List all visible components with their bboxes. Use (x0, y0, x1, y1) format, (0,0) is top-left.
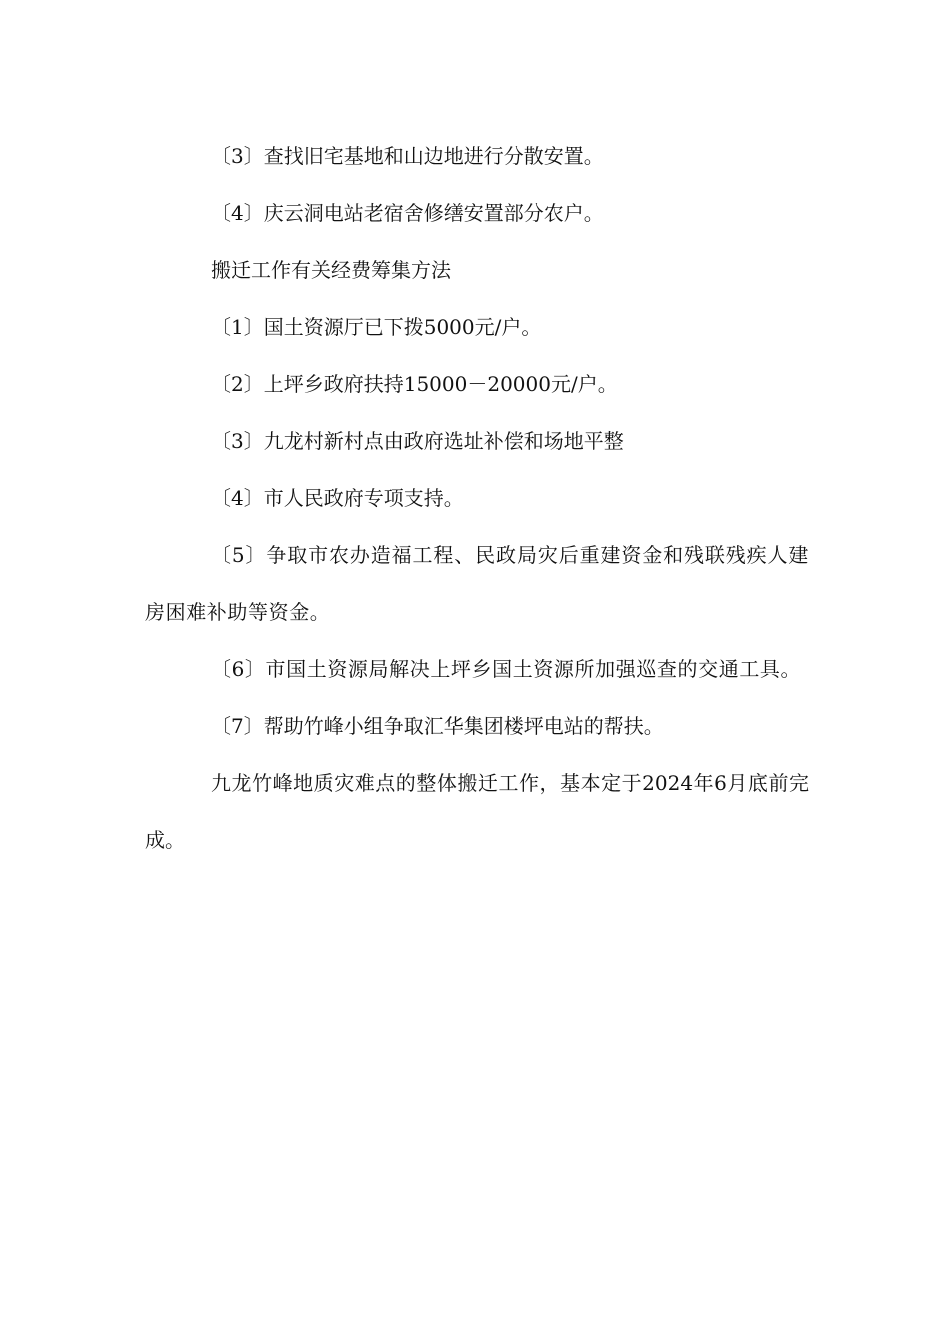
document-body (145, 128, 809, 869)
paragraph-funding-3: 〔3〕九龙村新村点由政府选址补偿和场地平整 (211, 429, 624, 453)
paragraph-funding-1: 〔1〕国土资源厅已下拨5000元/户。 (211, 315, 542, 339)
paragraph-conclusion: 九龙竹峰地质灾难点的整体搬迁工作，基本定于2024年6月底前完成。 (145, 771, 809, 852)
paragraph-item-3-resettlement: 〔3〕查找旧宅基地和山边地进行分散安置。 (211, 144, 604, 168)
section-heading-funding: 搬迁工作有关经费筹集方法 (211, 258, 451, 282)
paragraph-funding-4: 〔4〕市人民政府专项支持。 (211, 486, 464, 510)
paragraph-funding-7: 〔7〕帮助竹峰小组争取汇华集团楼坪电站的帮扶。 (211, 714, 664, 738)
paragraph-funding-6: 〔6〕市国土资源局解决上坪乡国土资源所加强巡查的交通工具。 (211, 657, 802, 681)
paragraph-funding-2: 〔2〕上坪乡政府扶持15000－20000元/户。 (211, 372, 618, 396)
paragraph-item-4-dormitory: 〔4〕庆云洞电站老宿舍修缮安置部分农户。 (211, 201, 604, 225)
paragraph-funding-5: 〔5〕争取市农办造福工程、民政局灾后重建资金和残联残疾人建房困难补助等资金。 (145, 543, 809, 624)
